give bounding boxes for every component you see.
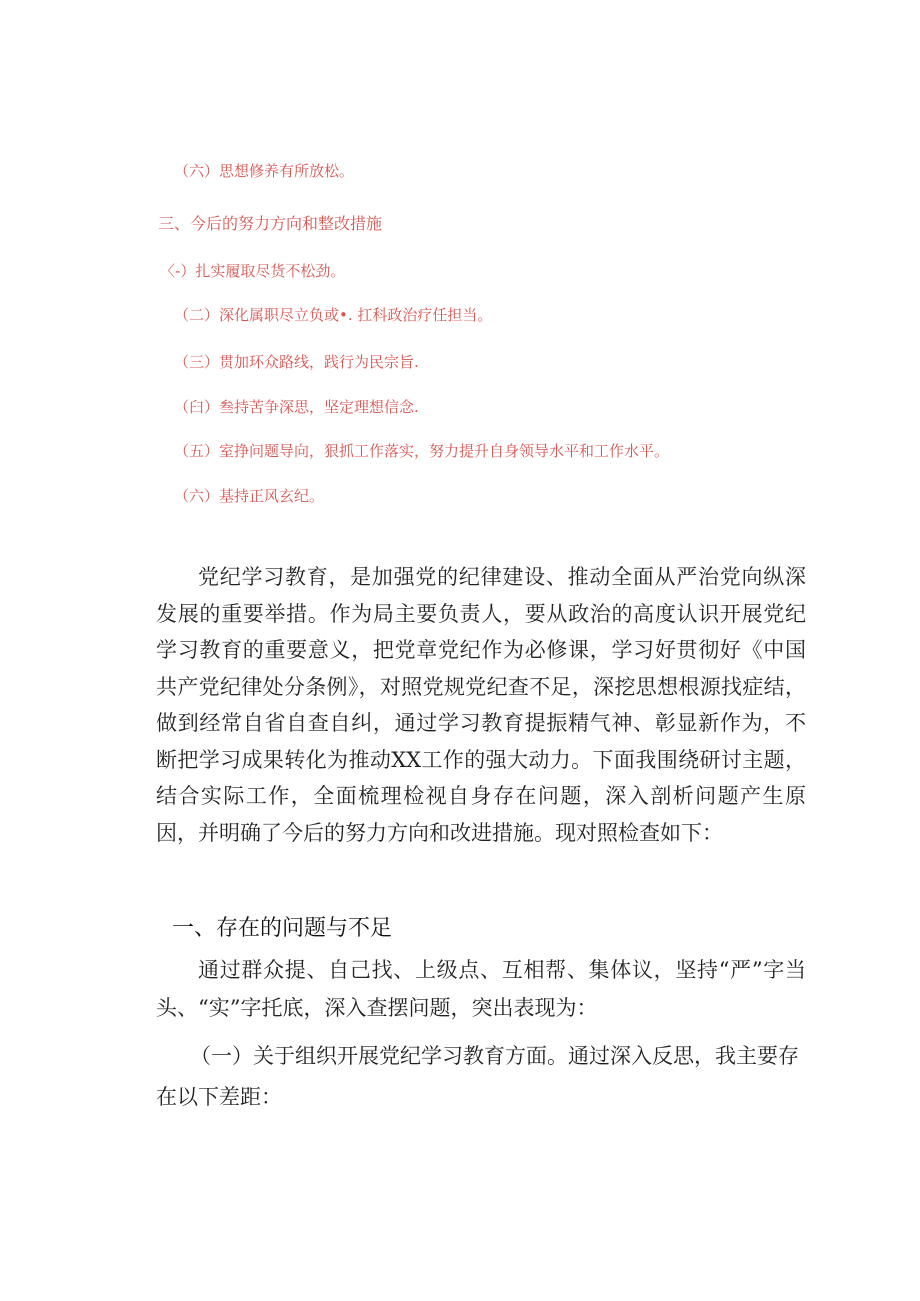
subsection-1-paragraph: （一）关于组织开展党纪学习教育方面。通过深入反思，我主要存在以下差距： — [156, 1044, 799, 1109]
outline-item: 〈-）扎实履取尽货不松劲。 — [160, 262, 346, 280]
outline-item: （二）深化属职尽立负或•. 扛科政治疗任担当。 — [174, 306, 493, 324]
outline-item: （五）室挣问题导向，狠抓工作落实，努力提升自身领导水平和工作水平。 — [174, 442, 670, 460]
outline-item-prev: （六）思想修养有所放松。 — [174, 162, 355, 180]
outline-item: （三）贯加环众路线，践行为民宗旨. — [174, 353, 419, 371]
outline-item: （臼）叁持苦争深思，坚定理想信念. — [174, 398, 419, 416]
section-1-paragraph: 通过群众提、自己找、上级点、互相帮、集体议，坚持“严”字当头、“实”字托底，深入查摆问题，突出表现为： — [156, 958, 806, 1020]
outline-item: （六）基持正风玄纪。 — [174, 487, 325, 505]
outline-heading-3: 三、今后的努力方向和整改措施 — [158, 214, 383, 233]
intro-paragraph: 党纪学习教育，是加强党的纪律建设、推动全面从严治党向纵深发展的重要举措。作为局主要负责人，要从政治的高度认识开展党纪学习教育的重要意义，把党章党纪作为必修课，学习好贯彻好《中国共产党纪律处分条例》，对照党规党纪查不足，深挖思想根源找症结，做到经常自省自查自纠，通过学习教育提振精气神、彰显新作为，不断把学习成果转化为推动XX工作的强大动力。下面我围绕研讨主题，结合实际工作，全面梳理检视自身存在问题，深入剖析问题产生原因，并明确了今后的努力方向和改进措施。现对照检查如下： — [156, 565, 806, 845]
section-heading-1: 一、存在的问题与不足 — [172, 916, 393, 941]
